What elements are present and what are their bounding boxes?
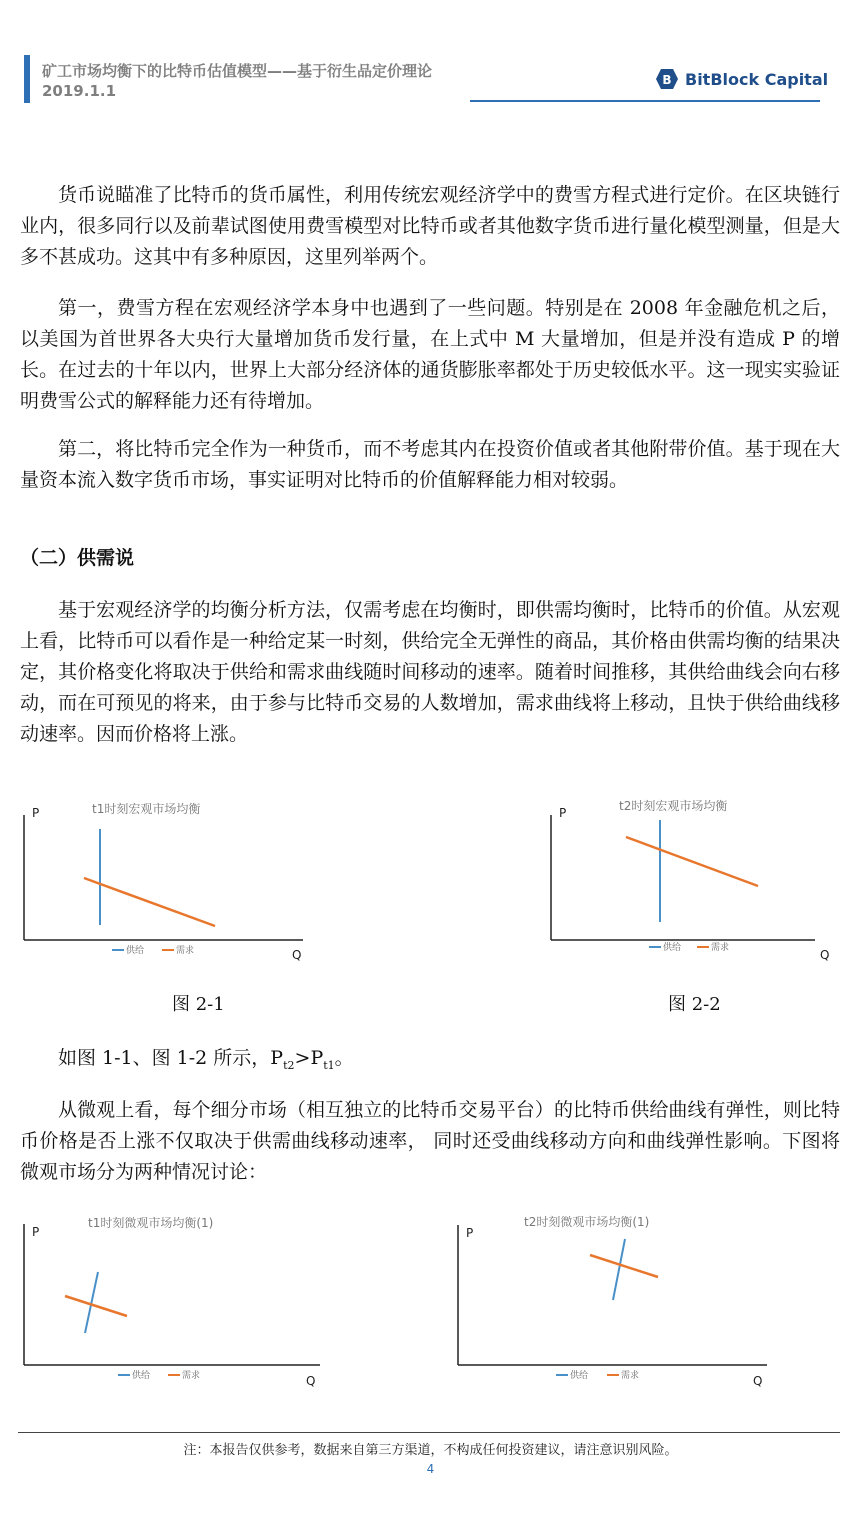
x-axis-label: Q bbox=[753, 1374, 763, 1388]
y-axis-label: P bbox=[32, 1225, 40, 1239]
demand-curve bbox=[84, 878, 215, 926]
paragraph-2: 第一，费雪方程在宏观经济学本身中也遇到了一些问题。特别是在 2008 年金融危机之后，以美国为首世界各大央行大量增加货币发行量，在上式中 M 大量增加，但是并没有造成 P 的增长。在过去的十年以内，世界上大部分经济体的通货膨胀率都处于历史较低水平。这一现实实验证明费雪公式的解释能力还有待增加。 bbox=[20, 297, 840, 412]
chart-t1-micro bbox=[18, 1212, 338, 1392]
chart-title: t1时刻宏观市场均衡 bbox=[92, 802, 201, 816]
legend-demand-label: 需求 bbox=[176, 946, 195, 956]
report-title: 矿工市场均衡下的比特币估值模型——基于衍生品定价理论 bbox=[42, 62, 433, 80]
chart-t1-macro bbox=[18, 795, 318, 965]
bitblock-logo-icon bbox=[655, 68, 679, 90]
legend-supply-label: 供给 bbox=[663, 943, 682, 953]
y-axis-label: P bbox=[559, 806, 567, 820]
legend-supply-label: 供给 bbox=[570, 1371, 589, 1381]
disclaimer-note: 注：本报告仅供参考，数据来自第三方渠道，不构成任何投资建议，请注意识别风险。 bbox=[183, 1443, 678, 1458]
chart-t2-macro bbox=[545, 795, 845, 965]
paragraph-3: 第二，将比特币完全作为一种货币，而不考虑其内在投资价值或者其他附带价值。基于现在大量资本流入数字货币市场，事实证明对比特币的价值解释能力相对较弱。 bbox=[20, 438, 840, 491]
brand-logo bbox=[655, 68, 828, 90]
chart-t2-micro bbox=[452, 1210, 782, 1395]
x-axis-label: Q bbox=[820, 948, 830, 962]
legend-supply-label: 供给 bbox=[132, 1371, 151, 1381]
p5-prefix: 如图 1-1、图 1-2 所示，P bbox=[58, 1047, 284, 1069]
y-axis-label: P bbox=[32, 806, 40, 820]
brand-name: BitBlock Capital bbox=[685, 69, 829, 89]
paragraph-4: 基于宏观经济学的均衡分析方法，仅需考虑在均衡时，即供需均衡时，比特币的价值。从宏观上看，比特币可以看作是一种给定某一时刻，供给完全无弹性的商品，其价格由供需均衡的结果决定，其价格变化将取决于供给和需求曲线随时间移动的速率。随着时间推移，其供给曲线会向右移动，而在可预见的将来，由于参与比特币交易的人数增加，需求曲线将上移动，且快于供给曲线移动速率。因而价格将上涨。 bbox=[20, 599, 840, 745]
y-axis-label: P bbox=[466, 1226, 474, 1240]
report-date: 2019.1.1 bbox=[42, 82, 117, 100]
svg-text:B: B bbox=[662, 73, 672, 87]
page-number: 4 bbox=[426, 1462, 435, 1476]
figure-caption-2-2: 图 2-2 bbox=[668, 994, 721, 1015]
legend-supply-label: 供给 bbox=[126, 946, 145, 956]
header-divider bbox=[470, 100, 820, 102]
paragraph-5 bbox=[20, 1043, 840, 1081]
demand-curve bbox=[590, 1255, 658, 1277]
p5-mid: >P bbox=[294, 1047, 324, 1069]
p5-subscript-t2: t2 bbox=[283, 1058, 295, 1072]
paragraph-6: 从微观上看，每个细分市场（相互独立的比特币交易平台）的比特币供给曲线有弹性，则比特币价格是否上涨不仅取决于供需曲线移动速率， 同时还受曲线移动方向和曲线弹性影响。下图将微观市场分为两种情况讨论： bbox=[20, 1099, 840, 1183]
paragraph-1: 货币说瞄准了比特币的货币属性，利用传统宏观经济学中的费雪方程式进行定价。在区块链行业内，很多同行以及前辈试图使用费雪模型对比特币或者其他数字货币进行量化模型测量，但是大多不甚成功。这其中有多种原因，这里列举两个。 bbox=[20, 184, 840, 268]
legend-demand-label: 需求 bbox=[711, 943, 730, 953]
chart-title: t2时刻微观市场均衡(1) bbox=[524, 1215, 650, 1229]
chart-title: t1时刻微观市场均衡(1) bbox=[88, 1216, 214, 1230]
demand-curve bbox=[626, 837, 758, 886]
p5-subscript-t1: t1 bbox=[323, 1058, 335, 1072]
legend-demand-label: 需求 bbox=[182, 1371, 201, 1381]
section-heading: （二）供需说 bbox=[20, 547, 135, 569]
demand-curve bbox=[65, 1296, 127, 1316]
x-axis-label: Q bbox=[292, 948, 302, 962]
legend-demand-label: 需求 bbox=[621, 1371, 640, 1381]
x-axis-label: Q bbox=[306, 1374, 316, 1388]
header-accent-bar bbox=[24, 55, 30, 103]
footer-divider bbox=[18, 1432, 840, 1433]
p5-suffix: 。 bbox=[334, 1047, 354, 1069]
supply-curve bbox=[613, 1239, 625, 1300]
chart-title: t2时刻宏观市场均衡 bbox=[619, 799, 728, 813]
figure-caption-2-1: 图 2-1 bbox=[172, 994, 225, 1015]
